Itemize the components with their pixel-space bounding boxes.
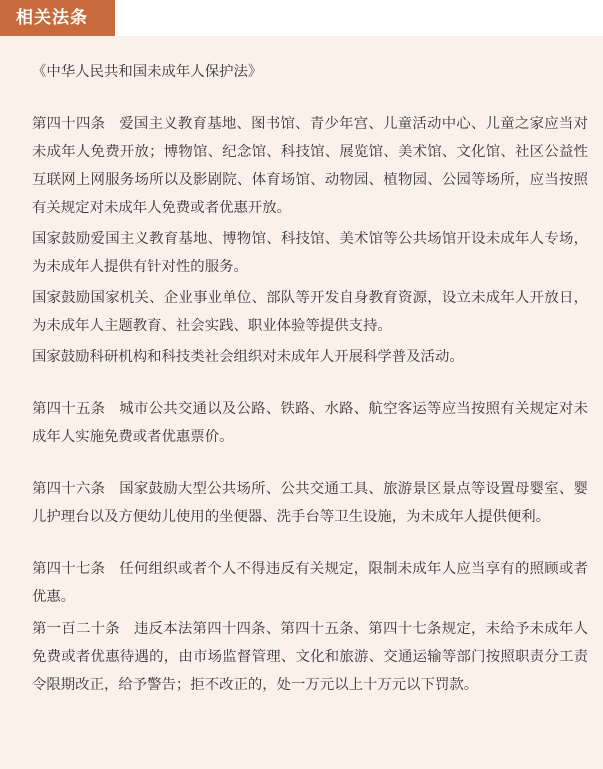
article-text: 爱国主义教育基地、图书馆、青少年宫、儿童活动中心、儿童之家应当对未成年人免费开放；博物馆、纪念馆、科技馆、展览馆、美术馆、文化馆、社区公益性互联网上网服务场所以及影剧院、体育场馆、动物园、植物园、公园等场所，应当按照有关规定对未成年人免费或者优惠开放。	[32, 116, 588, 216]
article-paragraph	[32, 615, 588, 699]
article-text: 国家鼓励大型公共场所、公共交通工具、旅游景区景点等设置母婴室、婴儿护理台以及方便幼儿使用的坐便器、洗手台等卫生设施，为未成年人提供便利。	[32, 481, 588, 525]
article-44	[32, 110, 588, 371]
article-paragraph: 国家鼓励国家机关、企业事业单位、部队等开发自身教育资源，设立未成年人开放日，为未成年人主题教育、社会实践、职业体验等提供支持。	[32, 290, 588, 334]
header-bar	[0, 0, 603, 36]
article-47	[32, 555, 588, 611]
article-paragraph	[32, 395, 588, 451]
article-number: 第四十四条	[32, 116, 106, 132]
article-paragraph: 国家鼓励爱国主义教育基地、博物馆、科技馆、美术馆等公共场馆开设未成年人专场，为未成年人提供有针对性的服务。	[32, 231, 588, 275]
article-paragraph	[32, 475, 588, 531]
article-paragraph	[32, 110, 588, 222]
article-46	[32, 475, 588, 531]
article-paragraph	[32, 555, 588, 611]
article-text: 城市公共交通以及公路、铁路、水路、航空客运等应当按照有关规定对未成年人实施免费或者优惠票价。	[32, 401, 588, 445]
article-number: 第一百二十条	[32, 621, 120, 637]
article-paragraph: 国家鼓励科研机构和科技类社会组织对未成年人开展科学普及活动。	[32, 349, 464, 365]
article-number: 第四十五条	[32, 401, 106, 417]
article-text: 违反本法第四十四条、第四十五条、第四十七条规定，未给予未成年人免费或者优惠待遇的，由市场监督管理、文化和旅游、交通运输等部门按照职责分工责令限期改正，给予警告；拒不改正的，处一万元以上十万元以下罚款。	[32, 621, 588, 693]
law-title: 《中华人民共和国未成年人保护法》	[32, 64, 263, 80]
article-120	[32, 615, 588, 699]
article-number: 第四十六条	[32, 481, 106, 497]
section-tag: 相关法条	[0, 0, 115, 36]
article-number: 第四十七条	[32, 561, 106, 577]
article-text: 任何组织或者个人不得违反有关规定，限制未成年人应当享有的照顾或者优惠。	[32, 561, 588, 605]
law-content	[32, 58, 588, 723]
article-45	[32, 395, 588, 451]
